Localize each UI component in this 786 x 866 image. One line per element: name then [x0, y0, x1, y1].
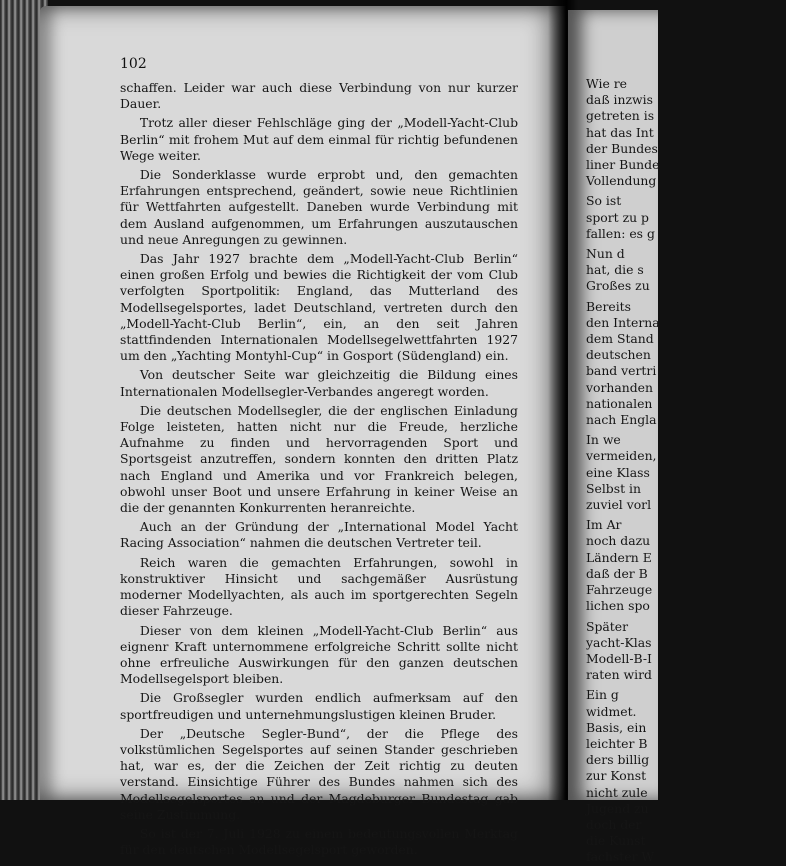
text-line: vermeiden,	[586, 448, 657, 464]
paragraph: Die Großsegler wurden endlich aufmerksam auf den sportfreudigen und unternehmungslustigen kleinen Bruder.	[120, 690, 518, 722]
text-line: zuviel vorl	[586, 497, 652, 513]
text-line: Im Ar	[586, 517, 622, 533]
text-line: Jugend zu	[586, 800, 649, 816]
page-number: 102	[120, 56, 147, 72]
text-line: ders billig	[586, 752, 650, 768]
text-line: noch dazu	[586, 533, 651, 549]
text-line: hat das Int	[586, 124, 654, 140]
text-line: nicht zule	[586, 784, 648, 800]
text-line: nationalen	[586, 395, 653, 411]
text-line: widmet.	[586, 703, 637, 719]
text-line: Basis, ein	[586, 719, 647, 735]
text-line: fallen: es g	[586, 225, 655, 241]
text-line: deutschen	[586, 347, 651, 363]
text-line: dem Stand	[586, 331, 654, 347]
text-line: raten wird	[586, 667, 652, 683]
text-line: lichen spo	[586, 598, 650, 614]
text-line: Modell-B-I	[586, 650, 652, 666]
text-line: In we	[586, 432, 621, 448]
paragraph: schaffen. Leider war auch diese Verbindung von nur kurzer Dauer.	[120, 80, 518, 112]
paragraph: Von deutscher Seite war gleichzeitig die Bildung eines Internationalen Modellsegler-Verbandes angeregt worden.	[120, 367, 518, 399]
text-line: Nun d	[586, 246, 625, 262]
text-line: band vertri	[586, 363, 657, 379]
text-line: Bereits	[586, 298, 631, 314]
text-line: eine Klass	[586, 464, 650, 480]
text-line: getreten is	[586, 108, 655, 124]
right-page	[568, 10, 660, 865]
text-line: Wie re	[586, 76, 628, 91]
paragraph: Der „Deutsche Segler-Bund“, der die Pflege des volkstümlichen Segelsportes auf seinen Stander geschrieben hat, war es, der die Zeichen der Zeit richtig zu deuten verstand. Einsichtige Führer des Bundes nahmen sich des Modellsegelsportes an und der Magdeburger Bundestag gab seine Zustimmung.	[120, 725, 518, 822]
text-line: daß der B	[586, 565, 648, 581]
text-line: nach Engla	[586, 412, 657, 428]
paragraph: Das Jahr 1927 brachte dem „Modell-Yacht-Club Berlin“ einen großen Erfolg und bewies die Richtigkeit der vom Club verfolgten Sportpolitik: England, das Mutterland des Modellsegelsportes, ladet Deutschland, vertreten durch den „Modell-Yacht-Club Berlin“, ein, an den seit Jahren stattfindenden Internationalen Modellsegelwettfahrten 1927 um den „Yachting Montyhl-Cup“ in Gosport (Südengland) ein.	[120, 251, 518, 364]
text-line: leichter B	[586, 735, 648, 751]
text-line: vorhanden	[586, 379, 653, 395]
paragraph: Dieser von dem kleinen „Modell-Yacht-Club Berlin“ aus eignenr Kraft unternommene erfolgreiche Schritt sollte nicht ohne erfreuliche Auswirkungen für den ganzen deutschen Modellsegelsport bleiben.	[120, 622, 518, 687]
paragraph: Trotz aller dieser Fehlschläge ging der „Modell-Yacht-Club Berlin“ mit frohem Mut auf dem einmal für richtig befundenen Wege weiter.	[120, 115, 518, 163]
paragraph: Reich waren die gemachten Erfahrungen, sowohl in konstruktiver Hinsicht und sachgemäßer Ausrüstung moderner Modellyachten, als auch im sportgerechten Segeln dieser Fahrzeuge.	[120, 554, 518, 619]
text-line: Später	[586, 618, 629, 634]
text-line: fachster W	[586, 849, 655, 865]
text-line: hat, die s	[586, 262, 644, 278]
text-line: Fahrzeuge	[586, 582, 653, 598]
paragraph: Die Sonderklasse wurde erprobt und, den gemachten Erfahrungen entsprechend, geändert, sowie neue Richtlinien für Wettfahrten aufgestellt. Daneben wurde Verbindung mit dem Ausland aufgenommen, um Erfahrungen auszutauschen und neue Anregungen zu gewinnen.	[120, 167, 518, 247]
paragraph: Auch an der Gründung der „International Model Yacht Racing Association“ nahmen die deutschen Vertreter teil.	[120, 519, 518, 551]
right-page-body	[586, 76, 786, 866]
text-line: doch der	[586, 816, 642, 832]
text-line: Ländern E	[586, 549, 652, 565]
text-line: daß inzwis	[586, 92, 653, 108]
text-line: Ein g	[586, 687, 619, 703]
text-line: Vollendung	[586, 173, 657, 189]
text-line: den Interna	[586, 314, 660, 330]
text-line: sport zu p	[586, 209, 649, 225]
text-line: Großes zu	[586, 278, 650, 294]
paragraph: Die deutschen Modellsegler, die der englischen Einladung Folge leisteten, hatten nicht nur die Freude, herzliche Aufnahme zu finden und hervorragenden Sport und Sportsgeist anzutreffen, sondern konnten den dritten Platz nach England und Amerika und vor Frankreich belegen, obwohl unser Boot und unsere Erfahrung in keiner Weise an die der genannten Konkurrenten heranreichte.	[120, 402, 518, 516]
text-line: zur Konst	[586, 768, 647, 784]
text-line: Selbst in	[586, 480, 641, 496]
left-page-body	[120, 80, 518, 861]
text-line: liner Bunde	[586, 157, 660, 173]
paragraph: So ist der 7. Juli 1928 zu einem bedeutungsvollen Merktag für den deutschen Modellsegelsport geworden.	[120, 825, 518, 858]
text-line: yacht-Klas	[586, 634, 652, 650]
text-line: der Bundes	[586, 140, 658, 156]
text-line: die Kunst	[586, 833, 646, 849]
text-line: So ist	[586, 193, 622, 209]
